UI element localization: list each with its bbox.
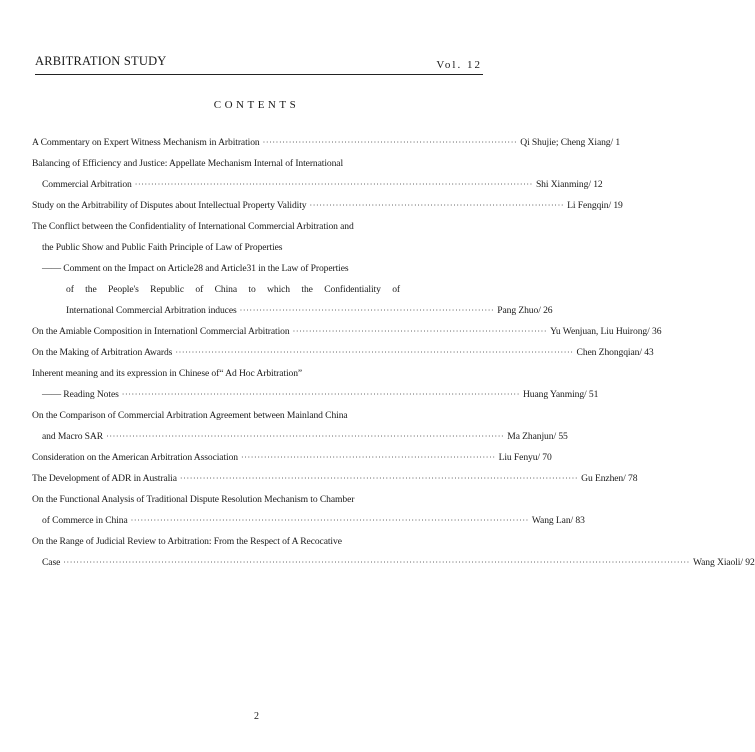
toc-entry-title: Balancing of Efficiency and Justice: Appellate Mechanism Internal of International <box>32 158 344 169</box>
dot-leader: ·························································································································· <box>106 432 505 441</box>
dot-leader: ·························································································································· <box>179 474 579 483</box>
toc-line <box>32 494 354 510</box>
toc-line <box>32 410 348 426</box>
toc-line <box>32 536 342 552</box>
toc-line <box>32 347 654 363</box>
toc-line <box>32 326 662 342</box>
toc-entry-title: Study on the Arbitrability of Disputes about Intellectual Property Validity <box>32 200 307 211</box>
journal-name: ARBITRATION STUDY <box>35 54 167 68</box>
toc-line <box>32 473 638 489</box>
toc-line <box>42 179 603 195</box>
toc-entry-title: of the People's Republic of China to which the Confidentiality of <box>66 284 400 295</box>
toc-entry-title: On the Range of Judicial Review to Arbitration: From the Respect of A Recocative <box>32 536 342 547</box>
toc-line <box>42 557 755 573</box>
toc-line <box>42 263 349 279</box>
header-rule <box>35 74 483 75</box>
toc-line <box>42 242 282 258</box>
toc-entry-title: —— Reading Notes <box>42 389 119 400</box>
toc-line <box>66 305 553 321</box>
dot-leader: ·············································································· <box>239 306 495 315</box>
toc-entry-title: Consideration on the American Arbitration Association <box>32 452 238 463</box>
toc-entry-title: On the Amiable Composition in Internationl Commercial Arbitration <box>32 326 290 337</box>
toc-entry-author: Shi Xianming/ 12 <box>535 179 603 190</box>
dot-leader: ·············································································· <box>262 138 518 147</box>
toc-line <box>32 221 354 237</box>
toc-entry-title: Commercial Arbitration <box>42 179 132 190</box>
toc-line <box>42 515 585 531</box>
toc-line <box>32 158 343 174</box>
toc-entry-author: Chen Zhongqian/ 43 <box>576 347 654 358</box>
toc-line <box>32 137 621 153</box>
toc-entry-title: of Commerce in China <box>42 515 128 526</box>
toc-entry-author: Yu Wenjuan, Liu Huirong/ 36 <box>550 326 662 337</box>
toc-entry-author: Wang Xiaoli/ 92 <box>692 557 755 568</box>
dot-leader: ·············································································· <box>241 453 496 462</box>
toc-entry-author: Gu Enzhen/ 78 <box>581 473 638 484</box>
dot-leader: ·············································································· <box>292 327 548 336</box>
toc-entry-author: Liu Fenyu/ 70 <box>498 452 552 463</box>
toc-entry-title: International Commercial Arbitration induces <box>66 305 237 316</box>
toc-entry-title: The Conflict between the Confidentiality of International Commercial Arbitration and <box>32 221 354 232</box>
toc-entry-author: Ma Zhanjun/ 55 <box>507 431 568 442</box>
dot-leader: ·························································································································· <box>134 180 533 189</box>
toc-line <box>42 389 599 405</box>
contents-title: CONTENTS <box>213 99 300 111</box>
toc-line <box>32 452 552 468</box>
dot-leader: ································································································································································································ <box>63 558 690 567</box>
toc-entry-title: On the Functional Analysis of Traditional Dispute Resolution Mechanism to Chamber <box>32 494 355 505</box>
toc-entry-title: the Public Show and Public Faith Principle of Law of Properties <box>42 242 283 253</box>
toc-entry-title: A Commentary on Expert Witness Mechanism in Arbitration <box>32 137 260 148</box>
toc-entry-title: —— Comment on the Impact on Article28 and Article31 in the Law of Properties <box>42 263 349 274</box>
toc-entry-author: Li Fengqin/ 19 <box>567 200 623 211</box>
toc-line <box>42 431 568 447</box>
toc-entry-author: Qi Shujie; Cheng Xiang/ 1 <box>520 137 621 148</box>
toc-entry-author: Pang Zhuo/ 26 <box>497 305 553 316</box>
toc-entry-title: Inherent meaning and its expression in Chinese of“ Ad Hoc Arbitration” <box>32 368 303 379</box>
toc-entry-title: Case <box>42 557 61 568</box>
toc-line <box>32 368 302 384</box>
toc-entry-title: The Development of ADR in Australia <box>32 473 177 484</box>
page-number: 2 <box>254 711 259 722</box>
dot-leader: ·············································································· <box>309 201 565 210</box>
toc-line <box>66 284 400 300</box>
toc-entry-title: On the Comparison of Commercial Arbitration Agreement between Mainland China <box>32 410 348 421</box>
toc-entry-author: Wang Lan/ 83 <box>531 515 585 526</box>
dot-leader: ·························································································································· <box>130 516 529 525</box>
running-header <box>35 54 482 74</box>
volume-label: Vol. 12 <box>436 59 482 71</box>
toc-line <box>32 200 623 216</box>
dot-leader: ·························································································································· <box>175 348 574 357</box>
toc-entry-title: and Macro SAR <box>42 431 104 442</box>
toc-entry-author: Huang Yanming/ 51 <box>522 389 599 400</box>
dot-leader: ·························································································································· <box>121 390 520 399</box>
toc-entry-title: On the Making of Arbitration Awards <box>32 347 173 358</box>
